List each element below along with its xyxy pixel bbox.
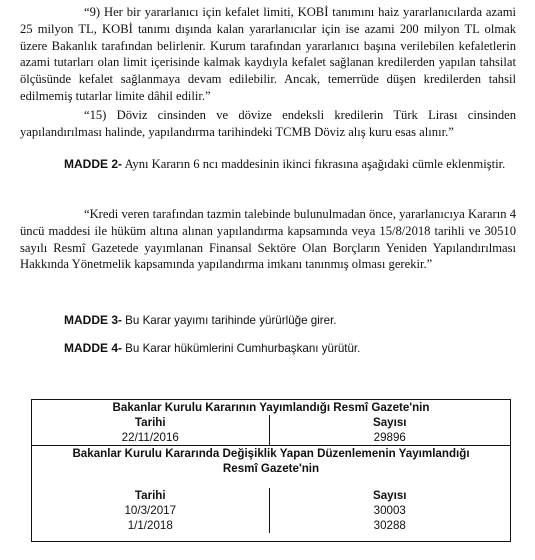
column-header-number-2: Sayısı [269,488,510,503]
official-gazette-table [31,399,511,542]
article-2-label: MADDE 2- [64,157,123,171]
row3-number: 30288 [269,518,510,533]
table-row [32,503,511,518]
column-header-date-2: Tarihi [32,488,270,503]
table-row [32,430,511,446]
column-header-date: Tarihi [32,415,270,430]
table-row [32,518,511,533]
table-spacer-row [32,476,511,488]
article-3 [20,312,516,330]
quoted-sentence: “Kredi veren tarafından tazmin talebinde bulunulmadan önce, yararlanıcıya Kararın 4 üncü maddesi ile hüküm altına alınan yapılandırma kapsamında veya 15/8/2018 tarihli ve 30510 sayılı Resmî Gazetede yayımlanan Finansal Sektöre Olan Borçların Yeniden Yapılandırılması Hakkında Yönetmelik kapsamında yapılandırma imkanı tanınmış olması gerekir.” [20,207,516,272]
row3-date: 1/1/2018 [32,518,270,533]
table-section2-title-row2 [32,461,511,476]
row2-number: 30003 [269,503,510,518]
paragraph-item-15: “15) Döviz cinsinden ve dövize endeksli kredilerin Türk Lirası cinsinden yapılandırılması halinde, yapılandırma tarihindeki TCMB Döviz alış kuru esas alınır.” [20,108,516,139]
paragraph-item-9: “9) Her bir yararlanıcı için kefalet limiti, KOBİ tanımını haiz yararlanıcılarda azami 25 milyon TL, KOBİ tanımı dışında kalan yararlanıcılar için ise azami 200 milyon TL olmak üzere Bakanlık tarafından belirlenir. Kurum tarafından yararlanıcı başına verilebilen kefaletlerin azami tutarları olan limit içerisinde kalmak kaydıyla kefalet sağlanan kredilerden yapılan tahsilat ölçüsünde kefalet sağlanmaya devam edilebilir. Ancak, temerrüde düşen kredilerden tahsil edilmemiş tutarlar limite dâhil edilir.” [20,5,516,103]
article-3-text: Bu Karar yayımı tarihinde yürürlüğe girer. [125,314,337,327]
table-section2-title-row [32,446,511,462]
table-bottom-row [32,533,511,542]
article-2-text: Aynı Kararın 6 ncı maddesinin ikinci fıkrasına aşağıdaki cümle eklenmiştir. [124,157,506,171]
row1-date: 22/11/2016 [32,430,270,446]
article-4 [20,340,516,358]
column-header-number: Sayısı [269,415,510,430]
section1-title: Bakanlar Kurulu Kararının Yayımlandığı Resmî Gazete'nin [32,400,511,416]
section2-title-line2: Resmî Gazete'nin [32,461,511,476]
table-section1-title-row [32,400,511,416]
row1-number: 29896 [269,430,510,446]
article-4-text: Bu Karar hükümlerini Cumhurbaşkanı yürütür. [125,342,361,355]
table-header-row [32,415,511,430]
article-4-label: MADDE 4- [64,341,123,355]
article-3-label: MADDE 3- [64,313,123,327]
section2-title-line1: Bakanlar Kurulu Kararında Değişiklik Yapan Düzenlemenin Yayımlandığı [32,446,511,462]
row2-date: 10/3/2017 [32,503,270,518]
article-2 [20,156,516,173]
table-header-row-2 [32,488,511,503]
